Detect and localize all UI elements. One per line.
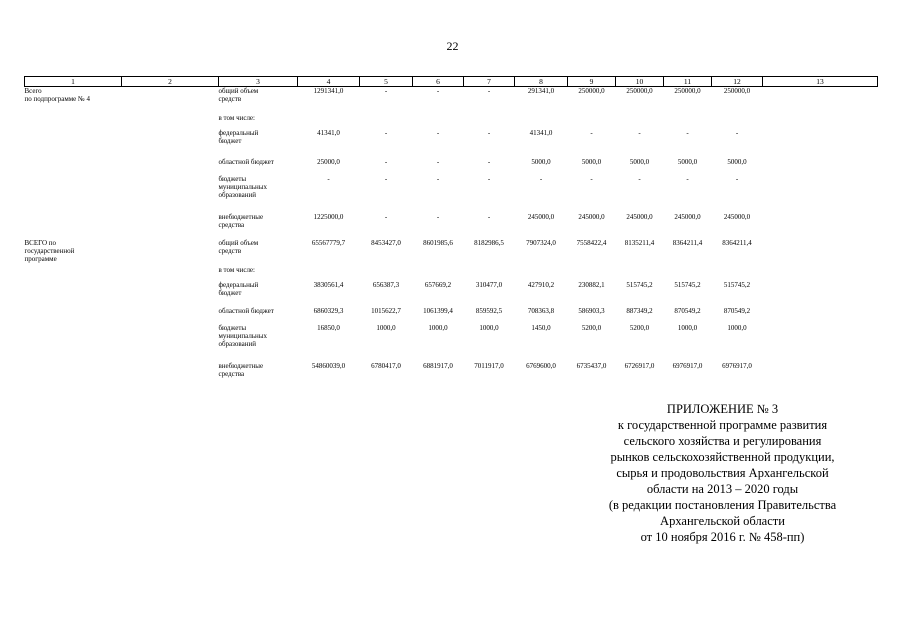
empty-cell bbox=[122, 87, 219, 114]
value-cell: - bbox=[436, 87, 440, 95]
program-cell: ВСЕГО по государственной программе bbox=[24, 238, 75, 263]
value-cell: - bbox=[638, 174, 641, 183]
value-cell bbox=[298, 114, 360, 129]
value-cell: - bbox=[384, 128, 388, 137]
program-cell bbox=[25, 213, 122, 239]
empty-cell bbox=[763, 362, 878, 386]
funding-source-cell: областной бюджет bbox=[218, 306, 274, 315]
column-header: 12 bbox=[712, 77, 763, 87]
value-cell: 54860039,0 bbox=[311, 361, 346, 370]
funding-source-cell: в том числе: bbox=[218, 265, 255, 274]
value-cell: 245000,0 bbox=[578, 212, 605, 221]
value-cell: 1000,0 bbox=[479, 323, 499, 332]
value-cell bbox=[568, 266, 616, 281]
value-cell: 5000,0 bbox=[727, 157, 747, 166]
empty-cell bbox=[122, 175, 219, 213]
appendix-line: к государственной программе развития bbox=[617, 418, 828, 432]
value-cell: - bbox=[487, 157, 491, 166]
value-cell: 1015622,7 bbox=[371, 306, 401, 315]
funding-source-cell: внебюджетные средства bbox=[218, 361, 264, 378]
program-cell bbox=[25, 307, 122, 324]
value-cell: 515745,2 bbox=[674, 280, 701, 289]
value-cell bbox=[360, 266, 413, 281]
appendix-title: ПРИЛОЖЕНИЕ № 3 bbox=[666, 402, 779, 416]
value-cell: 708363,8 bbox=[527, 306, 555, 315]
empty-cell bbox=[763, 213, 878, 239]
funding-source-cell: бюджеты муниципальных образований bbox=[218, 323, 267, 348]
value-cell bbox=[616, 266, 664, 281]
table-row bbox=[25, 266, 878, 281]
value-cell bbox=[568, 114, 616, 129]
empty-cell bbox=[122, 307, 219, 324]
value-cell: 245000,0 bbox=[626, 212, 653, 221]
column-header: 10 bbox=[616, 77, 664, 87]
value-cell: 230882,1 bbox=[578, 280, 605, 289]
column-header: 6 bbox=[413, 77, 464, 87]
value-cell: - bbox=[436, 212, 440, 221]
empty-cell bbox=[763, 324, 878, 362]
value-cell: - bbox=[638, 128, 641, 137]
program-cell bbox=[25, 114, 122, 129]
value-cell bbox=[664, 266, 712, 281]
column-header: 2 bbox=[122, 77, 219, 87]
value-cell: 859592,5 bbox=[475, 306, 503, 315]
column-header: 1 bbox=[25, 77, 122, 87]
value-cell: 41341,0 bbox=[317, 128, 340, 137]
value-cell: 250000,0 bbox=[626, 87, 653, 95]
table-row bbox=[25, 129, 878, 158]
value-cell: 5000,0 bbox=[629, 157, 650, 166]
value-cell: 65567779,7 bbox=[311, 238, 346, 247]
empty-cell bbox=[763, 87, 878, 114]
empty-cell bbox=[763, 307, 878, 324]
column-header: 11 bbox=[664, 77, 712, 87]
value-cell: 6726917,0 bbox=[624, 361, 655, 370]
program-cell bbox=[25, 266, 122, 281]
value-cell: 1291341,0 bbox=[313, 87, 344, 95]
empty-cell bbox=[763, 239, 878, 266]
column-header: 9 bbox=[568, 77, 616, 87]
value-cell: - bbox=[384, 174, 388, 183]
program-cell bbox=[25, 281, 122, 307]
value-cell: 245000,0 bbox=[527, 212, 555, 221]
value-cell: 41341,0 bbox=[529, 128, 553, 137]
column-header: 3 bbox=[219, 77, 298, 87]
value-cell: 7011917,0 bbox=[474, 361, 504, 370]
program-cell bbox=[25, 158, 122, 175]
value-cell: 5200,0 bbox=[629, 323, 650, 332]
empty-cell bbox=[122, 362, 219, 386]
value-cell: 8364211,4 bbox=[672, 238, 703, 247]
funding-source-cell: областной бюджет bbox=[218, 157, 274, 166]
appendix-line: от 10 ноября 2016 г. № 458-пп) bbox=[640, 530, 805, 544]
value-cell: 250000,0 bbox=[578, 87, 605, 95]
value-cell: 25000,0 bbox=[317, 157, 340, 166]
value-cell: 245000,0 bbox=[674, 212, 701, 221]
value-cell: 6860329,3 bbox=[313, 306, 344, 315]
value-cell: - bbox=[384, 157, 388, 166]
table-row bbox=[25, 158, 878, 175]
appendix-line: сельского хозяйства и регулирования bbox=[623, 434, 822, 448]
value-cell bbox=[298, 266, 360, 281]
funding-source-cell: общий объем средств bbox=[218, 238, 259, 255]
appendix-caption bbox=[555, 401, 890, 545]
table-row bbox=[25, 175, 878, 213]
appendix-line: сырья и продовольствия Архангельской bbox=[616, 466, 829, 480]
value-cell: 5000,0 bbox=[531, 157, 551, 166]
empty-cell bbox=[122, 281, 219, 307]
value-cell: 7558422,4 bbox=[576, 238, 607, 247]
table-row bbox=[25, 307, 878, 324]
value-cell: - bbox=[487, 174, 491, 183]
value-cell: - bbox=[436, 157, 440, 166]
value-cell: 6976917,0 bbox=[672, 361, 703, 370]
value-cell: - bbox=[436, 174, 440, 183]
value-cell: - bbox=[590, 128, 593, 137]
value-cell: 427910,2 bbox=[527, 280, 555, 289]
funding-source-cell: федеральный бюджет bbox=[218, 128, 259, 145]
value-cell: 515745,2 bbox=[723, 280, 751, 289]
table-row bbox=[25, 87, 878, 114]
value-cell: 5000,0 bbox=[581, 157, 602, 166]
value-cell: 310477,0 bbox=[475, 280, 503, 289]
value-cell: 1061399,4 bbox=[423, 306, 453, 315]
appendix-line: (в редакции постановления Правительства bbox=[608, 498, 837, 512]
funding-source-cell: внебюджетные средства bbox=[218, 212, 264, 229]
value-cell: 1000,0 bbox=[376, 323, 396, 332]
value-cell: 3830561,4 bbox=[313, 280, 344, 289]
value-cell: - bbox=[735, 174, 739, 183]
value-cell: - bbox=[436, 128, 440, 137]
value-cell bbox=[515, 114, 568, 129]
value-cell: 6769600,0 bbox=[526, 361, 556, 370]
empty-cell bbox=[763, 114, 878, 129]
value-cell: 7907324,0 bbox=[526, 238, 556, 247]
empty-cell bbox=[122, 324, 219, 362]
program-cell: Всего по подпрограмме № 4 bbox=[24, 87, 90, 103]
program-cell bbox=[25, 175, 122, 213]
page-number: 22 bbox=[446, 39, 459, 53]
value-cell bbox=[464, 266, 515, 281]
value-cell: 8364211,4 bbox=[722, 238, 752, 247]
value-cell: - bbox=[487, 128, 491, 137]
appendix-line: Архангельской области bbox=[660, 514, 785, 528]
value-cell: 6976917,0 bbox=[722, 361, 752, 370]
value-cell: 291341,0 bbox=[527, 87, 555, 95]
value-cell: - bbox=[384, 87, 388, 95]
value-cell bbox=[413, 114, 464, 129]
value-cell: - bbox=[735, 128, 739, 137]
empty-cell bbox=[122, 114, 219, 129]
funding-source-cell: общий объем средств bbox=[218, 87, 259, 103]
column-header: 13 bbox=[763, 77, 878, 87]
value-cell bbox=[712, 114, 763, 129]
value-cell: 1000,0 bbox=[727, 323, 747, 332]
empty-cell bbox=[763, 281, 878, 307]
value-cell: - bbox=[686, 128, 689, 137]
value-cell: 8601985,6 bbox=[423, 238, 453, 247]
empty-cell bbox=[763, 158, 878, 175]
value-cell: - bbox=[487, 212, 491, 221]
value-cell: 515745,2 bbox=[626, 280, 653, 289]
value-cell: 657669,2 bbox=[424, 280, 452, 289]
value-cell: 656387,3 bbox=[372, 280, 400, 289]
value-cell: 5000,0 bbox=[677, 157, 698, 166]
value-cell: - bbox=[686, 174, 689, 183]
table-row bbox=[25, 324, 878, 362]
value-cell: 16850,0 bbox=[317, 323, 340, 332]
column-header: 7 bbox=[464, 77, 515, 87]
column-header: 8 bbox=[515, 77, 568, 87]
budget-table-body bbox=[25, 87, 878, 386]
table-row bbox=[25, 213, 878, 239]
program-cell bbox=[25, 362, 122, 386]
appendix-line: рынков сельскохозяйственной продукции, bbox=[610, 450, 835, 464]
funding-source-cell: в том числе: bbox=[218, 113, 255, 122]
appendix-line: области на 2013 – 2020 годы bbox=[646, 482, 799, 496]
value-cell: - bbox=[539, 174, 543, 183]
table-row bbox=[25, 362, 878, 386]
value-cell bbox=[360, 114, 413, 129]
column-number-row bbox=[25, 77, 878, 87]
empty-cell bbox=[122, 266, 219, 281]
table-row bbox=[25, 281, 878, 307]
empty-cell bbox=[122, 129, 219, 158]
value-cell: 1000,0 bbox=[428, 323, 448, 332]
value-cell bbox=[413, 266, 464, 281]
value-cell: - bbox=[384, 212, 388, 221]
value-cell bbox=[616, 114, 664, 129]
value-cell: 6735437,0 bbox=[576, 361, 607, 370]
value-cell bbox=[664, 114, 712, 129]
value-cell bbox=[712, 266, 763, 281]
empty-cell bbox=[122, 239, 219, 266]
table-row bbox=[25, 114, 878, 129]
funding-source-cell: бюджеты муниципальных образований bbox=[218, 174, 267, 199]
empty-cell bbox=[763, 266, 878, 281]
empty-cell bbox=[122, 213, 219, 239]
value-cell bbox=[515, 266, 568, 281]
column-header: 4 bbox=[298, 77, 360, 87]
value-cell: 870549,2 bbox=[723, 306, 751, 315]
value-cell: 250000,0 bbox=[674, 87, 701, 95]
program-cell bbox=[25, 324, 122, 362]
value-cell: 1000,0 bbox=[677, 323, 698, 332]
value-cell: 1450,0 bbox=[531, 323, 551, 332]
column-header: 5 bbox=[360, 77, 413, 87]
table-row bbox=[25, 239, 878, 266]
value-cell: 6780417,0 bbox=[371, 361, 401, 370]
value-cell: 8182986,5 bbox=[474, 238, 504, 247]
value-cell: 8453427,0 bbox=[371, 238, 401, 247]
value-cell: - bbox=[327, 174, 330, 183]
value-cell: 245000,0 bbox=[723, 212, 751, 221]
value-cell: 5200,0 bbox=[581, 323, 602, 332]
program-cell bbox=[25, 129, 122, 158]
empty-cell bbox=[122, 158, 219, 175]
value-cell: 250000,0 bbox=[723, 87, 751, 95]
value-cell bbox=[464, 114, 515, 129]
funding-source-cell: федеральный бюджет bbox=[218, 280, 259, 297]
value-cell: - bbox=[590, 174, 593, 183]
value-cell: - bbox=[487, 87, 491, 95]
empty-cell bbox=[763, 175, 878, 213]
budget-table bbox=[24, 76, 878, 386]
empty-cell bbox=[763, 129, 878, 158]
value-cell: 1225000,0 bbox=[313, 212, 344, 221]
value-cell: 870549,2 bbox=[674, 306, 701, 315]
value-cell: 887349,2 bbox=[626, 306, 653, 315]
value-cell: 6881917,0 bbox=[423, 361, 453, 370]
value-cell: 8135211,4 bbox=[624, 238, 655, 247]
value-cell: 586903,3 bbox=[578, 306, 605, 315]
